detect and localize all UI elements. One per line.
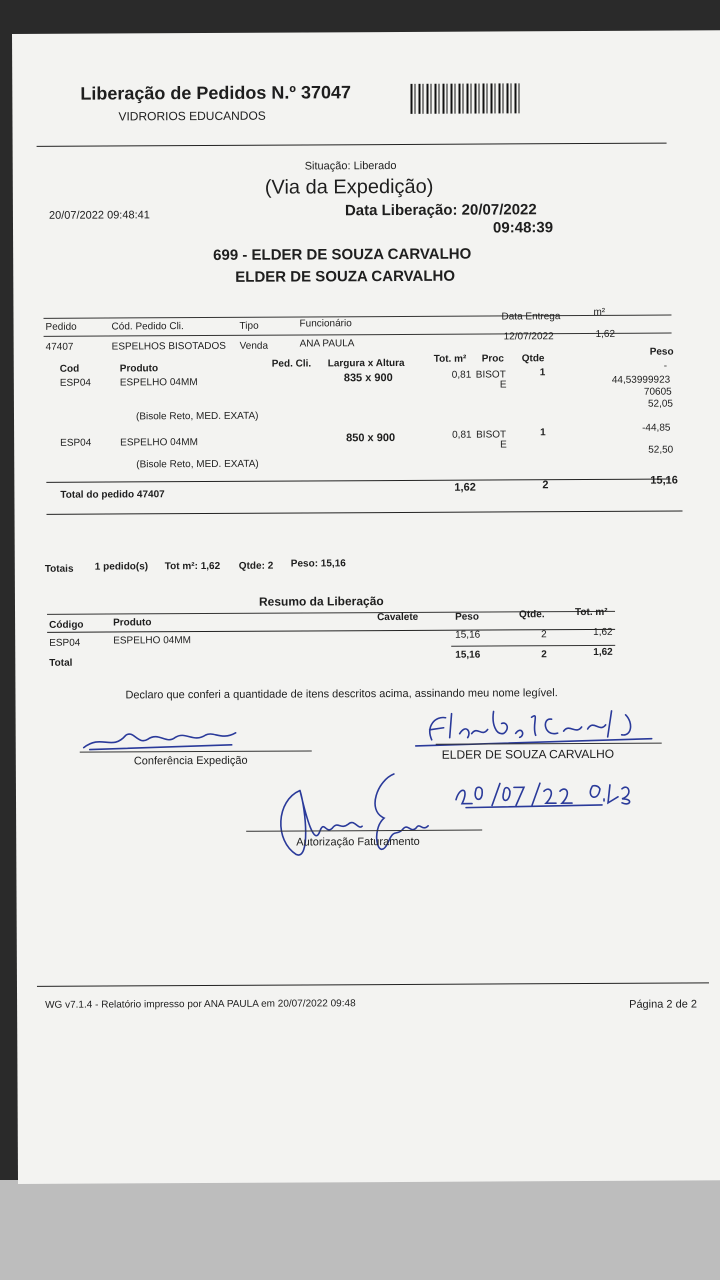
hora-liberacao: 09:48:39 [492, 219, 554, 237]
via-label: (Via da Expedição) [264, 175, 434, 199]
resumo-total-qtde: 2 [541, 649, 547, 661]
resumo-total-m2: 1,62 [593, 646, 613, 658]
handwritten-date [452, 777, 652, 810]
resumo-row-codigo: ESP04 [49, 637, 81, 649]
situacao-label: Situação: Liberado [304, 159, 397, 173]
tipo-value: Venda [239, 340, 269, 352]
col-tot-m2: Tot. m² [433, 353, 467, 365]
divider [44, 333, 672, 337]
col-cavalete: Cavalete [377, 611, 419, 624]
item-qtde: 1 [540, 427, 546, 439]
col-pedido: Pedido [45, 321, 77, 333]
col-cod: Cod [59, 363, 80, 375]
item-dims: 835 x 900 [343, 372, 393, 385]
conferencia-label: Conferência Expedição [133, 754, 248, 768]
item-peso: -44,85 [642, 422, 671, 434]
totals-label: Totais [44, 563, 74, 575]
document-page [12, 30, 720, 1184]
col-produto: Produto [119, 363, 159, 375]
cod-pedido-value: ESPELHOS BISOTADOS [111, 340, 226, 353]
item-obs: (Bisole Reto, MED. EXATA) [136, 458, 259, 471]
autorizacao-signature [266, 770, 437, 867]
item-produto: ESPELHO 04MM [120, 437, 198, 449]
pedido-number: 47407 [45, 341, 74, 353]
divider [451, 645, 615, 647]
declaration-text: Declaro que conferi a quantidade de itens descritos acima, assinando meu nome legível. [125, 687, 558, 702]
funcionario-value: ANA PAULA [299, 338, 355, 350]
client-name-secondary: ELDER DE SOUZA CARVALHO [235, 267, 456, 286]
col-peso: Peso [649, 346, 674, 358]
autorizacao-label: Autorização Faturamento [296, 835, 420, 849]
barcode-icon [410, 83, 520, 114]
client-signature-label: ELDER DE SOUZA CARVALHO [441, 746, 615, 762]
item-proc: BISOT [475, 369, 506, 381]
resumo-title: Resumo da Liberação [258, 594, 384, 609]
totals-qtde: Qtde: 2 [238, 560, 274, 572]
item-peso-total: 52,05 [647, 398, 674, 410]
totals-pedidos: 1 pedido(s) [94, 561, 149, 573]
item-cod: ESP04 [60, 437, 92, 449]
resumo-row-qtde: 2 [541, 629, 547, 641]
conferencia-signature [82, 723, 242, 754]
divider [43, 315, 671, 319]
col-ped-cli: Ped. Cli. [271, 358, 312, 370]
print-datetime: 20/07/2022 09:48:41 [48, 209, 150, 222]
col-qtde: Qtde. [519, 609, 545, 621]
item-peso-cont: 70605 [643, 386, 672, 398]
col-codigo: Código [49, 619, 84, 631]
col-proc: Proc [481, 353, 504, 365]
col-tipo: Tipo [239, 320, 259, 332]
resumo-total-peso: 15,16 [455, 649, 481, 661]
item-peso: 44,53999923 [611, 374, 671, 386]
col-m2: m² [593, 306, 606, 318]
item-proc-suffix: E [499, 379, 507, 391]
resumo-row-m2: 1,62 [593, 626, 613, 638]
col-peso: Peso [455, 611, 479, 623]
divider [37, 143, 667, 147]
order-total-label: Total do pedido 47407 [60, 489, 165, 501]
col-funcionario: Funcionário [299, 318, 352, 330]
col-cod-pedido: Cód. Pedido Cli. [111, 321, 184, 333]
item-peso-dash: - [663, 360, 668, 372]
order-total-qtde: 2 [542, 479, 549, 492]
item-cod: ESP04 [59, 377, 91, 389]
item-produto: ESPELHO 04MM [119, 377, 198, 389]
col-produto: Produto [113, 617, 152, 629]
divider [37, 982, 709, 987]
divider [47, 510, 683, 514]
company-name: VIDRORIOS EDUCANDOS [118, 108, 266, 124]
footer-print-info: WG v7.1.4 - Relatório impresso por ANA PAULA em 20/07/2022 09:48 [45, 998, 356, 1011]
item-dims: 850 x 900 [346, 431, 396, 445]
col-qtde: Qtde [521, 353, 545, 365]
data-entrega-value: 12/07/2022 [503, 331, 554, 343]
order-total-peso: 15,16 [650, 474, 678, 487]
resumo-row-produto: ESPELHO 04MM [113, 635, 192, 647]
order-total-m2: 1,62 [454, 481, 476, 494]
col-tot-m2: Tot. m² [575, 606, 608, 619]
client-name: 699 - ELDER DE SOUZA CARVALHO [213, 245, 472, 264]
item-tot-m2: 0,81 [451, 369, 472, 381]
divider [47, 629, 615, 633]
document-title: Liberação de Pedidos N.º 37047 [80, 82, 352, 104]
col-data-entrega: Data Entrega [501, 311, 561, 323]
resumo-row-peso: 15,16 [455, 629, 481, 641]
totals-m2: Tot m²: 1,62 [164, 560, 221, 573]
m2-value: 1,62 [595, 328, 616, 340]
background-surface [0, 1180, 720, 1280]
divider [46, 479, 670, 483]
item-qtde: 1 [539, 367, 546, 379]
item-peso-total: 52,50 [648, 444, 674, 456]
totals-peso: Peso: 15,16 [290, 558, 346, 570]
resumo-total-label: Total [49, 657, 73, 669]
data-liberacao: Data Liberação: 20/07/2022 [344, 201, 537, 220]
item-obs: (Bisole Reto, MED. EXATA) [135, 410, 259, 423]
footer-page-number: Página 2 de 2 [629, 998, 698, 1011]
item-proc-suffix: E [500, 439, 507, 451]
item-proc: BISOT [476, 429, 507, 441]
item-tot-m2: 0,81 [452, 429, 472, 441]
col-largura-altura: Largura x Altura [327, 357, 405, 370]
